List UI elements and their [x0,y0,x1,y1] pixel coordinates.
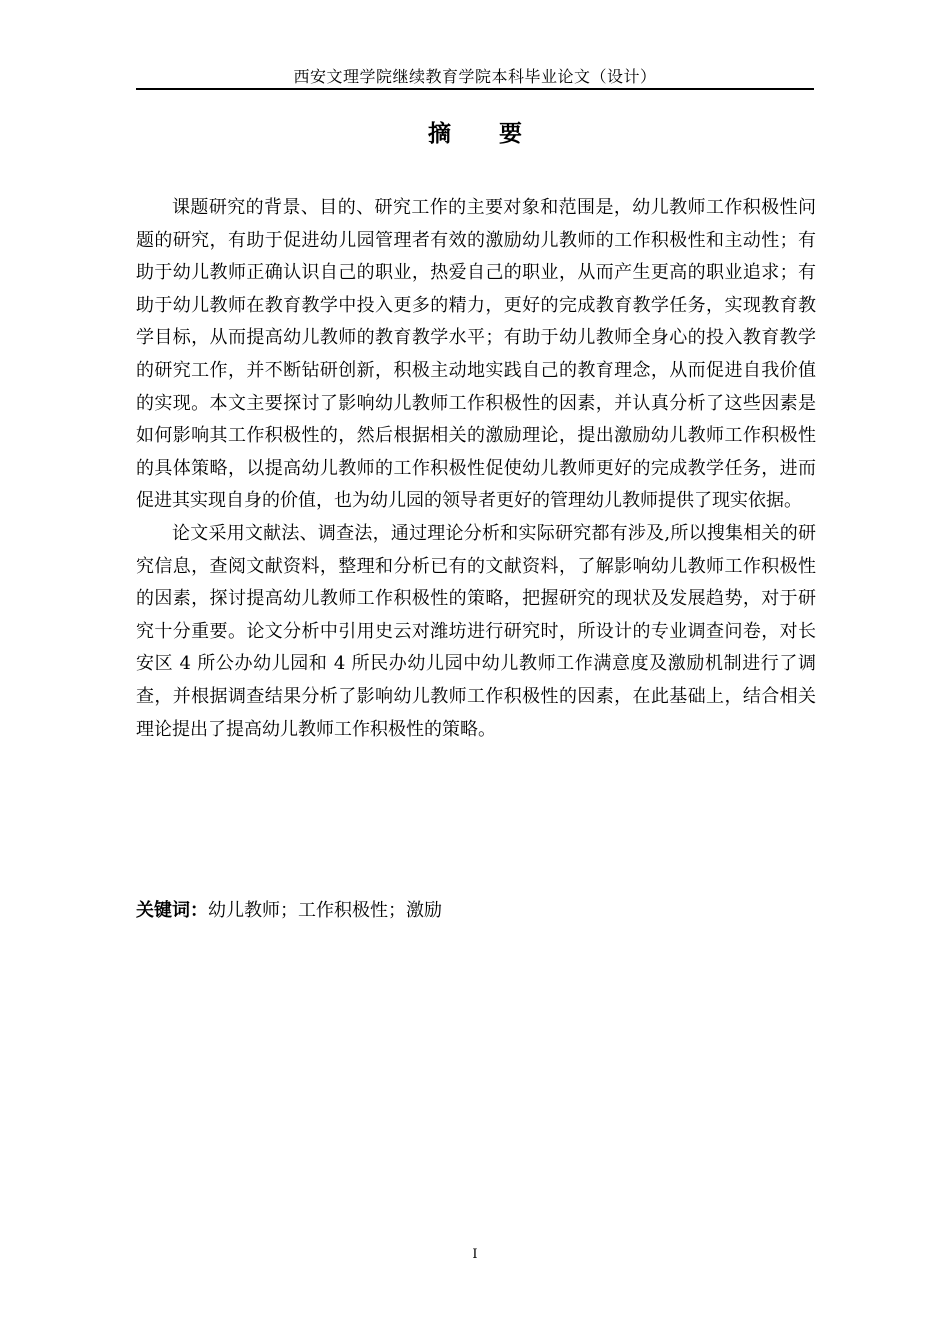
running-header: 西安文理学院继续教育学院本科毕业论文（设计） [293,67,657,86]
abstract-paragraph: 论文采用文献法、调查法，通过理论分析和实际研究都有涉及,所以搜集相关的研究信息，查阅文献资料，整理和分析已有的文献资料，了解影响幼儿教师工作积极性的因素，探讨提高幼儿教师工作积极性的策略，把握研究的现状及发展趋势，对于研究十分重要。论文分析中引用史云对潍坊进行研究时，所设计的专业调查问卷，对长安区 4 所公办幼儿园和 4 所民办幼儿园中幼儿教师工作满意度及激励机制进行了调查，并根据调查结果分析了影响幼儿教师工作积极性的因素，在此基础上，结合相关理论提出了提高幼儿教师工作积极性的策略。 [136,522,816,740]
keywords-line [136,896,814,926]
abstract-body [136,192,816,746]
keywords-label: 关键词： [136,900,208,921]
keywords-text: 幼儿教师；工作积极性；激励 [208,900,442,921]
abstract-paragraph: 课题研究的背景、目的、研究工作的主要对象和范围是，幼儿教师工作积极性问题的研究，有助于促进幼儿园管理者有效的激励幼儿教师的工作积极性和主动性；有助于幼儿教师正确认识自己的职业，热爱自己的职业，从而产生更高的职业追求；有助于幼儿教师在教育教学中投入更多的精力，更好的完成教育教学任务，实现教育教学目标，从而提高幼儿教师的教育教学水平；有助于幼儿教师全身心的投入教育教学的研究工作，并不断钻研创新，积极主动地实践自己的教育理念，从而促进自我价值的实现。本文主要探讨了影响幼儿教师工作积极性的因素，并认真分析了这些因素是如何影响其工作积极性的，然后根据相关的激励理论，提出激励幼儿教师工作积极性的具体策略，以提高幼儿教师的工作积极性促使幼儿教师更好的完成教学任务，进而促进其实现自身的价值，也为幼儿园的领导者更好的管理幼儿教师提供了现实依据。 [136,197,816,512]
header-divider [136,88,814,90]
page-number: I [472,1247,478,1262]
page-title: 摘 要 [427,121,542,147]
